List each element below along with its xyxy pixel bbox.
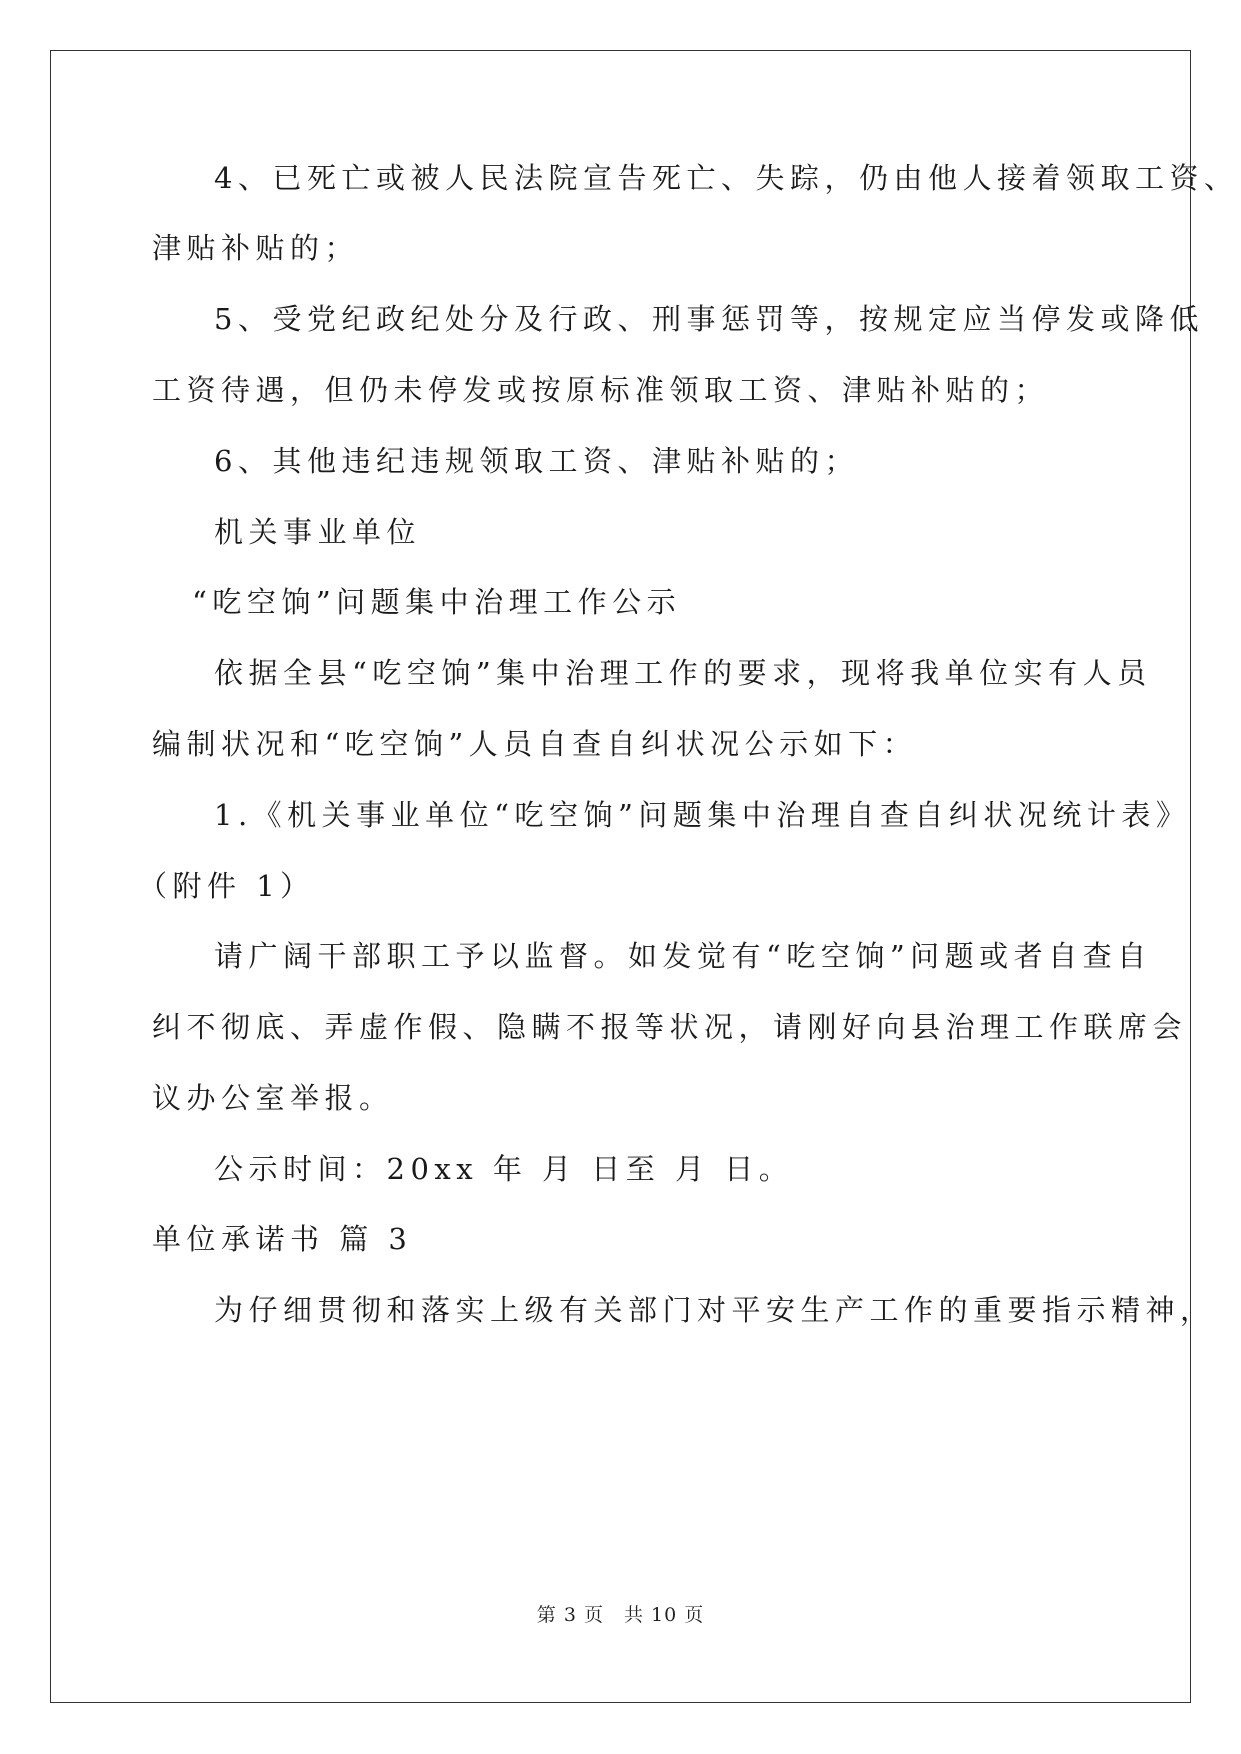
section-heading: 机关事业单位 <box>214 515 422 549</box>
paragraph-line: 依据全县“吃空饷”集中治理工作的要求，现将我单位实有人员 <box>214 656 1152 690</box>
paragraph-line: 4、已死亡或被人民法院宣告死亡、失踪，仍由他人接着领取工资、 <box>214 161 1239 195</box>
paragraph-line: 工资待遇，但仍未停发或按原标准领取工资、津贴补贴的； <box>152 373 1050 407</box>
paragraph-line: 5、受党纪政纪处分及行政、刑事惩罚等，按规定应当停发或降低 <box>214 302 1204 336</box>
paragraph-line: 津贴补贴的； <box>152 231 360 265</box>
section-heading: 单位承诺书 篇 3 <box>152 1222 413 1256</box>
paragraph-line: 纠不彻底、弄虚作假、隐瞒不报等状况，请刚好向县治理工作联席会 <box>152 1010 1188 1044</box>
paragraph-line: （附件 1） <box>138 869 315 903</box>
paragraph-line: 请广阔干部职工予以监督。如发觉有“吃空饷”问题或者自查自 <box>214 939 1152 973</box>
paragraph-line: 1.《机关事业单位“吃空饷”问题集中治理自查自纠状况统计表》 <box>214 798 1191 832</box>
page-number-footer: 第 3 页 共 10 页 <box>536 1604 705 1626</box>
paragraph-line: 编制状况和“吃空饷”人员自查自纠状况公示如下： <box>152 727 918 761</box>
paragraph-line: 6、其他违纪违规领取工资、津贴补贴的； <box>214 444 859 478</box>
notice-title: “吃空饷”问题集中治理工作公示 <box>192 585 682 619</box>
paragraph-line: 议办公室举报。 <box>152 1081 394 1115</box>
paragraph-line: 为仔细贯彻和落实上级有关部门对平安生产工作的重要指示精神， <box>214 1293 1215 1327</box>
notice-date-line: 公示时间：20xx 年 月 日至 月 日。 <box>214 1152 794 1186</box>
